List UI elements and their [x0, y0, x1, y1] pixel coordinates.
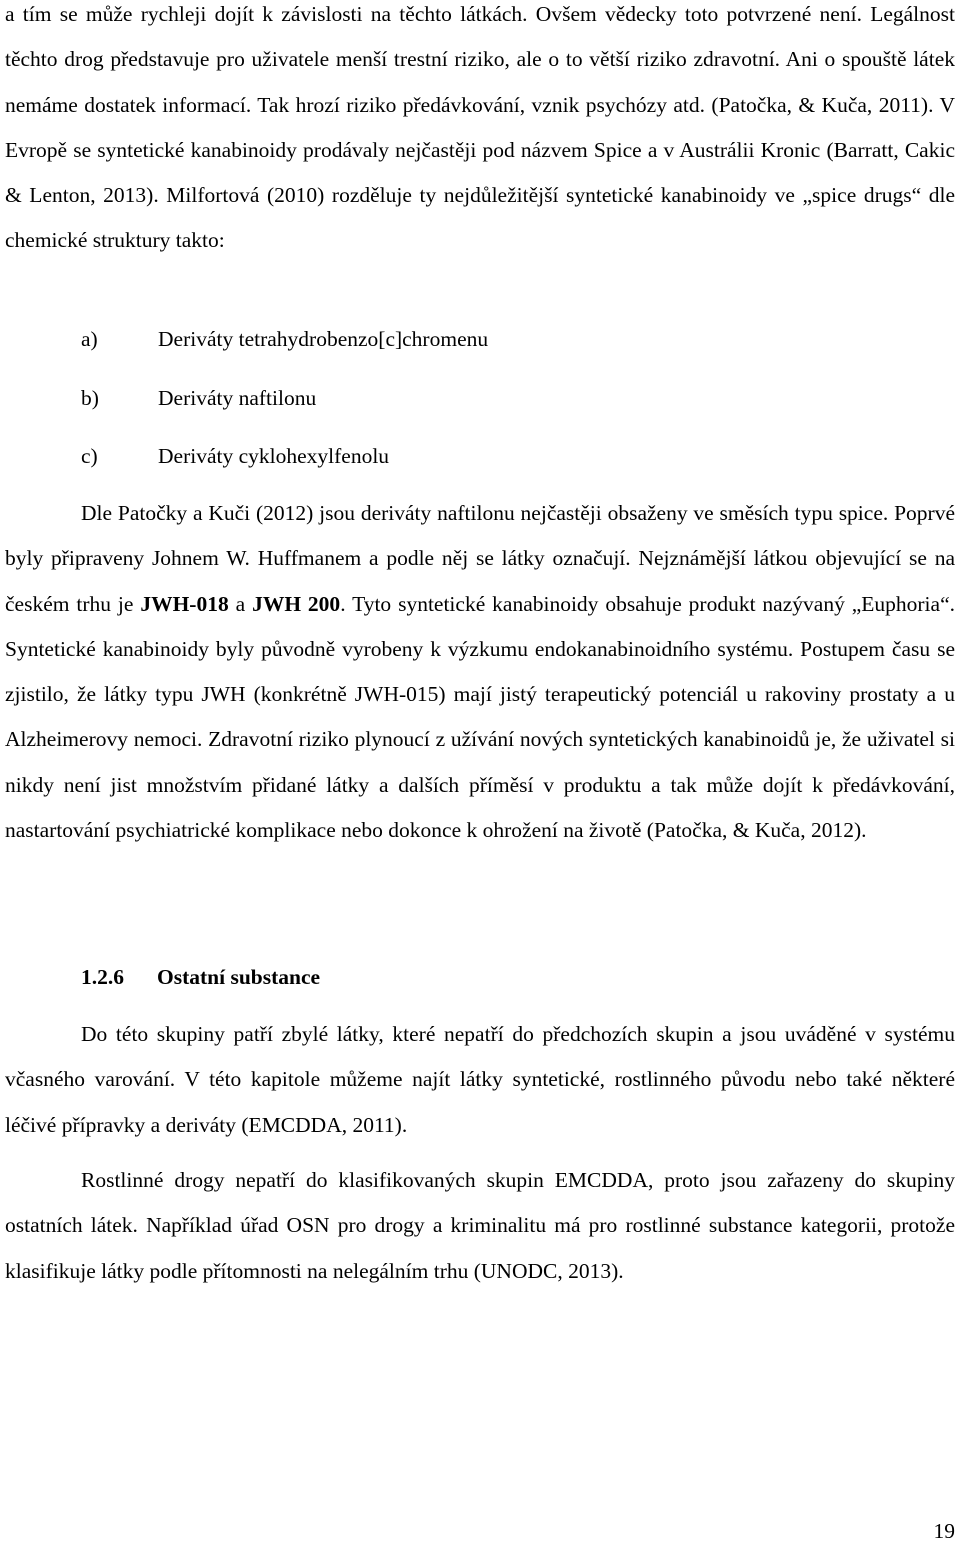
compound-name: JWH 200 — [252, 591, 341, 616]
paragraph-other-substances — [5, 1012, 955, 1148]
page-number: 19 — [933, 1519, 955, 1543]
cannabinoid-structure-list — [5, 310, 955, 486]
paragraph-text: Rostlinné drogy nepatří do klasifikovaných skupin EMCDDA, proto jsou zařazeny do skupiny ostatních látek. Například úřad OSN pro drogy a kriminalitu má pro rostlinné substance kategorii, protože klasifikuje látky podle přítomnosti na nelegálním trhu (UNODC, 2013). — [5, 1168, 955, 1283]
list-item-text: Deriváty tetrahydrobenzo[c]chromenu — [158, 327, 489, 351]
paragraph-text-part: . Tyto syntetické kanabinoidy obsahuje produkt nazývaný „Euphoria“. Syntetické kanabinoidy byly původně vyrobeny k výzkumu endokanabinoidního systému. Postupem času se zjistilo, že látky typu JWH (konkrétně JWH-015) mají jistý terapeutický potenciál u rakoviny prostaty a u Alzheimerovy nemoci. Zdravotní riziko plynoucí z užívání nových syntetických kanabinoidů je, že uživatel si nikdy není jist množstvím přidané látky a dalších příměsí v produktu a tak může dojít k předávkování, nastartování psychiatrické komplikace nebo dokonce k ohrožení na životě (Patočka, & Kuča, 2012). — [5, 591, 955, 843]
paragraph-spice-intro — [5, 0, 955, 264]
list-marker: a) — [81, 327, 98, 351]
list-item — [5, 427, 955, 486]
list-item — [5, 310, 955, 369]
paragraph-plant-drugs — [5, 1158, 955, 1294]
paragraph-text-part: Dle Patočky a Kuči (2012) jsou deriváty naftilonu nejčastěji obsaženy ve směsích typu spice. Poprvé byly připraveny Johnem W. Huffmanem a podle něj se látky označují. Nejznámější látkou objevující se na českém trhu je — [5, 501, 955, 616]
list-item — [5, 369, 955, 428]
list-marker: c) — [81, 444, 98, 468]
list-item-text: Deriváty naftilonu — [158, 385, 317, 410]
section-heading — [81, 962, 320, 992]
compound-name: JWH-018 — [140, 591, 229, 616]
section-number: 1.2.6 — [81, 965, 124, 989]
paragraph-naphthoylindoles — [5, 491, 955, 853]
section-title: Ostatní substance — [157, 965, 321, 989]
paragraph-text: Do této skupiny patří zbylé látky, které nepatří do předchozích skupin a jsou uváděné v systému včasného varování. V této kapitole můžeme najít látky syntetické, rostlinného původu nebo také některé léčivé přípravky a deriváty (EMCDDA, 2011). — [5, 1022, 955, 1137]
paragraph-text: a tím se může rychleji dojít k závislosti na těchto látkách. Ovšem vědecky toto potvrzené není. Legálnost těchto drog představuje pro uživatele menší trestní riziko, ale o to větší riziko zdravotní. Ani o spouště látek nemáme dostatek informací. Tak hrozí riziko předávkování, vznik psychózy atd. (Patočka, & Kuča, 2011). V Evropě se syntetické kanabinoidy prodávaly nejčastěji pod názvem Spice a v Austrálii Kronic (Barratt, Cakic & Lenton, 2013). Milfortová (2010) rozděluje ty nejdůležitější syntetické kanabinoidy ve „spice drugs“ dle chemické struktury takto: — [5, 2, 955, 253]
list-marker: b) — [81, 385, 99, 410]
paragraph-text-part: a — [228, 591, 253, 616]
list-item-text: Deriváty cyklohexylfenolu — [158, 444, 390, 468]
